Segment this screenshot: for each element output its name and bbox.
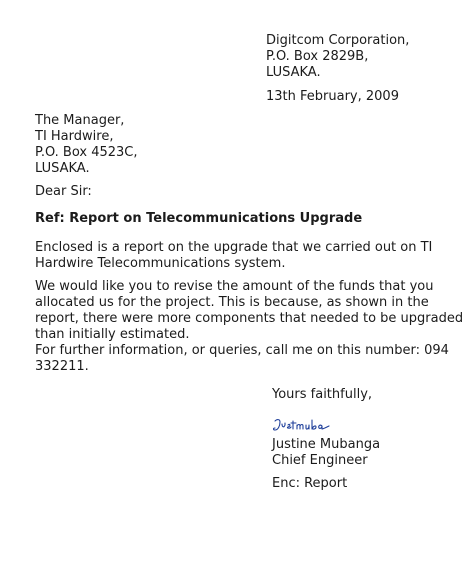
sender-po-box: P.O. Box 2829B, xyxy=(266,49,369,64)
salutation: Dear Sir: xyxy=(35,184,92,199)
body-line: We would like you to revise the amount of the funds that you xyxy=(35,279,434,294)
enclosure-note: Enc: Report xyxy=(272,476,348,491)
sender-address xyxy=(266,33,409,81)
body-line: report, there were more components that needed to be upgraded xyxy=(35,311,464,326)
body-line: Enclosed is a report on the upgrade that we carried out on TI xyxy=(35,240,433,255)
letter-date: 13th February, 2009 xyxy=(266,89,399,104)
handwritten-signature xyxy=(272,417,332,433)
recipient-po-box: P.O. Box 4523C, xyxy=(35,145,138,160)
body-paragraph-2 xyxy=(35,279,463,343)
sender-name: Digitcom Corporation, xyxy=(266,33,410,48)
body-line: allocated us for the project. This is because, as shown in the xyxy=(35,295,429,310)
closing: Yours faithfully, xyxy=(272,387,373,402)
subject-line: Ref: Report on Telecommunications Upgrade xyxy=(35,211,363,226)
recipient-address xyxy=(35,113,138,177)
signer-block xyxy=(272,437,380,469)
body-line: Hardwire Telecommunications system. xyxy=(35,256,286,271)
body-line: 332211. xyxy=(35,359,89,374)
body-paragraph-3 xyxy=(35,343,449,375)
recipient-company: TI Hardwire, xyxy=(35,129,114,144)
signer-title: Chief Engineer xyxy=(272,453,368,468)
recipient-city: LUSAKA. xyxy=(35,161,90,176)
body-line: than initially estimated. xyxy=(35,327,190,342)
recipient-title: The Manager, xyxy=(35,113,125,128)
body-paragraph-1 xyxy=(35,240,432,272)
signer-name: Justine Mubanga xyxy=(272,437,381,452)
sender-city: LUSAKA. xyxy=(266,65,321,80)
body-line: For further information, or queries, call me on this number: 094 xyxy=(35,343,449,358)
